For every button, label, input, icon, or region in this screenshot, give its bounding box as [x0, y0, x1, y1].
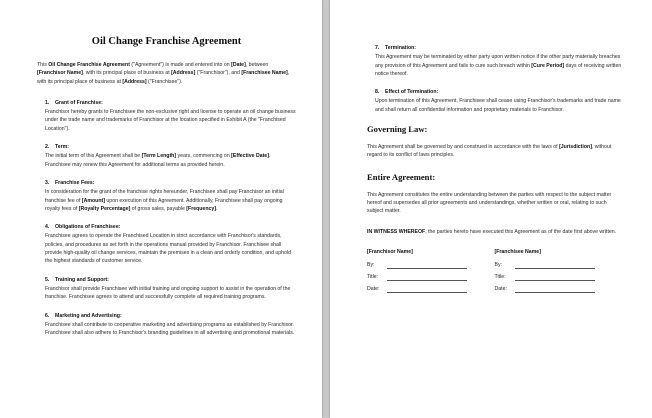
entire-agreement-text: This Agreement constitutes the entire understanding between the parties with respect to the subject matter hereof and supersedes all prior agreements and understandings, whether written or oral, relating to such subject matter.	[367, 191, 612, 215]
signature-title-line[interactable]	[367, 273, 495, 281]
entire-agreement-section	[367, 172, 622, 216]
signature-block	[367, 248, 622, 297]
clause-section	[37, 312, 296, 338]
sections-list-left	[37, 99, 296, 338]
governing-law-heading: Governing Law:	[367, 124, 428, 135]
clause-text: In consideration for the grant of the franchise rights hereunder, Franchisee shall pay Franchisor an initial franchise fee of [Amount] upon execution of this Agreement. Additionally, Franchisee shall pay ongoing royalty fees of [Royalty Percentage] of gross sales, payable [Frequency].	[45, 189, 284, 212]
clause-section	[37, 179, 296, 213]
clause-number: 1.	[45, 99, 50, 106]
clause-heading	[375, 44, 622, 52]
document-title: Oil Change Franchise Agreement	[91, 36, 242, 47]
clause-title: Franchise Fees:	[55, 179, 95, 186]
signature-by-label: By:	[367, 261, 375, 268]
signature-party-name: [Franchisee Name]	[494, 248, 541, 255]
clause-number: 8.	[375, 89, 380, 96]
clause-number: 7.	[375, 45, 380, 51]
clause-text: The initial term of this Agreement shall be [Term Length] years, commencing on [Effective Date]. Franchisee may renew this Agreement for additional terms as provided herein.	[45, 153, 271, 168]
clause-section	[37, 99, 296, 133]
signature-date-blank[interactable]	[515, 287, 595, 293]
clause-heading	[45, 99, 296, 107]
sections-list-right	[367, 44, 622, 114]
clause-section	[37, 223, 296, 265]
clause-text: Franchisee agrees to operate the Franchised Location in strict accordance with Franchisor's standards, policies, and procedures as set forth in the operations manual provided by Franchisor. Franchisee shall provide high-quality oil change services, maintain the premises in a clean and orderly condition, and uphold the highest standards of customer service.	[45, 233, 291, 265]
clause-text: Franchisor shall provide Franchisee with initial training and ongoing support to assist in the operation of the franchise. Franchisee agrees to attend and successfully complete all required training programs.	[45, 285, 291, 301]
clause-title: Training and Support:	[55, 276, 109, 283]
clause-text: Upon termination of this Agreement, Franchisee shall cease using Franchisor's trademarks and trade name and shall return all confidential information and proprietary materials to Franchisor.	[375, 98, 621, 113]
clause-title: Term:	[55, 144, 70, 151]
clause-section	[37, 276, 296, 302]
clause-text: Franchisor hereby grants to Franchisee the non-exclusive right and license to operate an oil change business under the trade name and trademarks of Franchisor at the location specified in Exhibit A (the "Franchised Location").	[45, 109, 296, 132]
document-page-left	[0, 0, 322, 418]
clause-heading	[375, 88, 622, 96]
clause-number: 6.	[45, 312, 50, 319]
signature-column	[495, 248, 623, 297]
signature-date-blank[interactable]	[387, 287, 467, 293]
signature-by-label: By:	[494, 261, 502, 268]
signature-title-blank[interactable]	[387, 275, 467, 281]
clause-heading	[45, 143, 296, 151]
clause-heading	[45, 276, 296, 284]
intro-paragraph: This Oil Change Franchise Agreement ("Agreement") is made and entered into on [Date], between [Franchisor Name], with its principal place of business at [Address] ("Franchisor"), and [Franchisee Name], with its principal place of business at [Address] ("Franchisee").	[37, 62, 290, 85]
clause-section	[367, 44, 622, 78]
governing-law-section	[367, 124, 622, 160]
clause-number: 4.	[45, 224, 50, 231]
clause-section	[367, 88, 622, 114]
witness-statement: IN WITNESS WHEREOF, the parties hereto have executed this Agreement as of the date first above written.	[367, 228, 617, 235]
signature-by-line[interactable]	[495, 261, 623, 269]
signature-column	[367, 248, 495, 297]
signature-by-blank[interactable]	[387, 263, 467, 269]
entire-agreement-heading: Entire Agreement:	[367, 171, 436, 182]
clause-title: Obligations of Franchisee:	[55, 224, 121, 231]
clause-title: Effect of Termination:	[385, 89, 439, 96]
signature-title-blank[interactable]	[515, 275, 595, 281]
signature-date-line[interactable]	[367, 285, 495, 293]
signature-by-line[interactable]	[367, 261, 495, 269]
signature-title-line[interactable]	[495, 273, 623, 281]
clause-number: 5.	[45, 276, 50, 283]
signature-date-line[interactable]	[495, 285, 623, 293]
clause-heading	[45, 223, 296, 231]
signature-by-blank[interactable]	[515, 263, 595, 269]
document-page-right	[330, 0, 652, 418]
clause-heading	[45, 312, 296, 320]
clause-number: 3.	[45, 179, 50, 186]
signature-date-label: Date:	[494, 285, 507, 292]
clause-title: Termination:	[385, 45, 417, 51]
clause-text: Franchisee shall contribute to cooperative marketing and advertising programs as established by Franchisor. Franchisee shall also adhere to Franchisor's branding guidelines in all advertising and promotional materials.	[45, 321, 295, 337]
signature-title-label: Title:	[367, 273, 379, 280]
governing-law-text: This Agreement shall be governed by and construed in accordance with the laws of [Jurisdiction], without regard to its conflict of laws principles.	[367, 144, 612, 159]
signature-party-name: [Franchisor Name]	[367, 248, 413, 255]
signature-date-label: Date:	[367, 285, 380, 292]
clause-number: 2.	[45, 144, 50, 151]
clause-title: Grant of Franchise:	[55, 99, 103, 106]
clause-heading	[45, 179, 296, 187]
clause-text: This Agreement may be terminated by either party upon written notice if the other party materially breaches any provision of this Agreement and fails to cure such breach within [Cure Period] days of receiving written notice thereof.	[375, 54, 622, 77]
clause-section	[37, 143, 296, 169]
signature-title-label: Title:	[494, 273, 506, 280]
clause-title: Marketing and Advertising:	[55, 312, 122, 319]
